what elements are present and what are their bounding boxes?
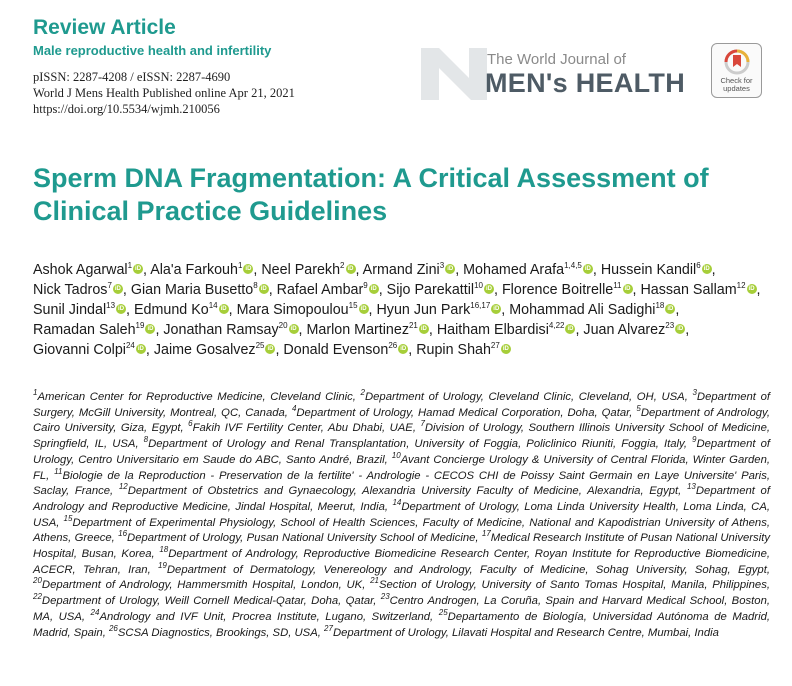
orcid-icon[interactable]: iD <box>420 326 427 332</box>
author-name: Mohammad Ali Sadighi <box>509 302 656 318</box>
article-section: Male reproductive health and infertility <box>33 43 272 58</box>
orcid-icon[interactable]: iD <box>135 266 142 272</box>
orcid-icon[interactable]: iD <box>667 306 674 312</box>
author <box>163 322 298 338</box>
affiliation-text: Section of Urology, University of Santo Tomas Hospital, Manila, Philippines, <box>378 579 770 592</box>
affiliation-number: 5 <box>636 403 641 413</box>
author <box>509 302 675 318</box>
affiliation-number: 10 <box>391 451 401 461</box>
orcid-icon[interactable]: iD <box>220 306 227 312</box>
affiliation-text: Fakih IVF Fertility Center, Abu Dhabi, UAE, <box>192 422 421 435</box>
orcid-icon[interactable]: iD <box>267 346 274 352</box>
author <box>583 322 685 338</box>
affiliation-number: 22 <box>33 592 42 602</box>
orcid-icon[interactable]: iD <box>290 326 297 332</box>
affiliation-number: 27 <box>324 623 333 633</box>
affiliation-text: Andrology and IVF Unit, Procrea Institute, Lugano, Switzerland, <box>99 610 439 623</box>
author-affiliation-number: 4,22 <box>548 321 565 331</box>
orcid-icon[interactable]: iD <box>502 346 509 352</box>
author-affiliation-number: 23 <box>665 321 675 331</box>
author-name: Rupin Shah <box>416 342 491 358</box>
orcid-icon[interactable]: iD <box>400 346 407 352</box>
affiliation-text: Department of Urology, Weill Cornell Medical-Qatar, Doha, Qatar, <box>41 595 381 608</box>
affiliation-text: Division of Urology, Southern Illinois University School of Medicine, Springfield, IL, USA, <box>33 422 770 451</box>
author <box>463 262 593 278</box>
author-name: Jonathan Ramsay <box>163 322 279 338</box>
author <box>33 342 146 358</box>
affiliation-number: 25 <box>438 608 448 618</box>
author <box>376 302 501 318</box>
author-name: Gian Maria Busetto <box>130 282 254 298</box>
author-affiliation-number: 11 <box>613 281 622 291</box>
author <box>134 302 229 318</box>
affiliation-number: 12 <box>118 482 128 492</box>
orcid-icon[interactable]: iD <box>567 326 574 332</box>
orcid-icon[interactable]: iD <box>114 286 121 292</box>
affiliation-text: Department of Experimental Physiology, School of Health Sciences, Faculty of Medicine, National and Kapodistrian University of Athens, Athens, Greece, <box>33 516 770 545</box>
author <box>237 302 369 318</box>
affiliation-number: 17 <box>481 529 491 539</box>
affiliation-number: 8 <box>143 435 149 445</box>
author-affiliation-number: 21 <box>408 321 418 331</box>
author <box>363 262 456 278</box>
author-name: Mara Simopoulou <box>236 302 349 318</box>
author <box>33 322 155 338</box>
affiliation-number: 15 <box>63 513 73 523</box>
publication-line: World J Mens Health Published online Apr 21, 2021 <box>33 86 295 100</box>
affiliation-text: Department of Urology, Pusan National University School of Medicine, <box>127 532 482 545</box>
affiliation-text: Departamento de Biología, Universidad Autónoma de Madrid, Madrid, Spain, <box>33 610 770 639</box>
orcid-icon[interactable]: iD <box>137 346 144 352</box>
author-name: Marlon Martinez <box>306 322 409 338</box>
affiliation-number: 2 <box>360 388 365 398</box>
author <box>33 262 143 278</box>
author-name: Haitham Elbardisi <box>436 322 549 338</box>
publication-info <box>33 69 295 117</box>
author-name: Mohamed Arafa <box>463 262 565 278</box>
author-name: Hussein Kandil <box>600 262 697 278</box>
author-affiliation-number: 2 <box>340 261 345 271</box>
affiliation-number: 7 <box>420 419 425 429</box>
affiliation-text: Department of Surgery, McGill University, Montreal, QC, Canada, <box>33 391 770 419</box>
author-affiliation-number: 9 <box>363 281 368 291</box>
affiliation-number: 13 <box>686 482 696 492</box>
author-name: Hassan Sallam <box>640 282 737 298</box>
author <box>416 342 511 358</box>
author-affiliation-number: 13 <box>106 301 116 311</box>
author-affiliation-number: 15 <box>348 301 358 311</box>
author-name: Armand Zini <box>362 262 440 278</box>
author-affiliation-number: 1,4,5 <box>564 261 582 271</box>
author-affiliation-number: 27 <box>490 341 500 351</box>
author-affiliation-number: 18 <box>655 301 665 311</box>
doi-link[interactable]: https://doi.org/10.5534/wjmh.210056 <box>33 102 220 116</box>
orcid-icon[interactable]: iD <box>347 266 354 272</box>
author-affiliation-number: 19 <box>135 321 145 331</box>
author-affiliation-number: 20 <box>278 321 288 331</box>
affiliation-number: 23 <box>380 592 390 602</box>
orcid-icon[interactable]: iD <box>748 286 755 292</box>
badge-line-2: updates <box>723 84 750 93</box>
author-name: Nick Tadros <box>33 282 108 298</box>
affiliation-number: 24 <box>90 608 100 618</box>
author <box>33 282 123 298</box>
author-affiliation-number: 14 <box>208 301 218 311</box>
affiliation-number: 11 <box>54 466 63 476</box>
affiliation-text: Centro Androgen, La Coruña, Spain and Harvard Medical School, Boston, MA, USA, <box>33 595 770 623</box>
check-for-updates-icon <box>724 49 750 75</box>
orcid-icon[interactable]: iD <box>360 306 367 312</box>
affiliation-text: Department of Urology, Loma Linda University Health, Loma Linda, CA, USA, <box>33 500 770 529</box>
affiliation-text: Biologie de la Reproduction - Preservation de la fertilite' - Andrologie - CECOS CHI de Poissy Saint Germain en Laye Universite' Paris, Saclay, France, <box>33 469 770 498</box>
author-name: Sijo Parekattil <box>386 282 475 298</box>
article-header <box>33 15 295 117</box>
orcid-icon[interactable]: iD <box>447 266 454 272</box>
affiliation-number: 26 <box>108 623 118 633</box>
author-affiliation-number: 1 <box>127 261 133 271</box>
badge-line-1: Check for <box>720 76 753 85</box>
author-affiliation-number: 3 <box>439 261 445 271</box>
author-affiliation-number: 25 <box>255 341 265 351</box>
orcid-icon[interactable]: iD <box>584 266 591 272</box>
affiliation-text: Department of Andrology, Cairo University, Giza, Egypt, <box>33 406 770 435</box>
author-name: Donald Evenson <box>283 342 389 358</box>
article-title: Sperm DNA Fragmentation: A Critical Assessment of Clinical Practice Guidelines <box>33 163 709 226</box>
affiliation-text: Department of Urology, Lilavati Hospital and Research Centre, Mumbai, India <box>332 626 719 639</box>
orcid-icon[interactable]: iD <box>245 266 252 272</box>
affiliation-number: 19 <box>157 560 167 570</box>
author-name: Ala'a Farkouh <box>150 262 238 278</box>
author <box>502 282 633 298</box>
orcid-icon[interactable]: iD <box>677 326 684 332</box>
author-name: Juan Alvarez <box>583 322 666 338</box>
author-name: Sunil Jindal <box>33 302 107 318</box>
affiliation-text: Department of Urology, Hamad Medical Corporation, Doha, Qatar, <box>296 406 637 419</box>
author-affiliation-number: 8 <box>253 281 258 291</box>
author <box>601 262 712 278</box>
orcid-icon[interactable]: iD <box>118 306 125 312</box>
author-name: Jaime Gosalvez <box>153 342 256 358</box>
affiliation-text: Medical Research Institute of Pusan National University Hospital, Busan, Korea, <box>33 532 770 561</box>
author <box>150 262 253 278</box>
affiliation-number: 14 <box>392 498 402 508</box>
author <box>131 282 269 298</box>
affiliations <box>33 390 770 641</box>
author <box>154 342 276 358</box>
orcid-icon[interactable]: iD <box>493 306 500 312</box>
author-affiliation-number: 1 <box>237 261 243 271</box>
author <box>33 302 126 318</box>
affiliation-text: Department of Andrology, Hammersmith Hospital, London, UK, <box>41 579 371 592</box>
affiliation-number: 9 <box>692 435 697 445</box>
article-type: Review Article <box>33 16 176 39</box>
author-name: Ramadan Saleh <box>33 322 136 338</box>
orcid-icon[interactable]: iD <box>147 326 154 332</box>
badge-text <box>712 77 761 93</box>
affiliation-text: SCSA Diagnostics, Brookings, SD, USA, <box>117 626 325 639</box>
affiliation-text: Department of Obstetrics and Gynaecology, Alexandria University Faculty of Medicine, Alexandria, Egypt, <box>127 485 687 498</box>
journal-name: MEN's HEALTH <box>485 68 686 98</box>
journal-logo-mark <box>421 48 487 100</box>
author <box>387 282 494 298</box>
affiliation-text: Avant Concierge Urology & University of Central Florida, Winter Garden, FL, <box>33 453 771 482</box>
author-affiliation-number: 6 <box>696 261 701 271</box>
affiliation-number: 3 <box>692 388 697 398</box>
affiliation-text: Department of Urology, Centro Universitario em Saude do ABC, Santo André, Brazil, <box>33 438 770 466</box>
journal-prefix: The World Journal of <box>487 51 626 68</box>
affiliation-number: 16 <box>118 529 128 539</box>
author-name: Edmund Ko <box>133 302 209 318</box>
author-name: Ashok Agarwal <box>33 262 128 278</box>
orcid-icon[interactable]: iD <box>370 286 377 292</box>
orcid-icon[interactable]: iD <box>703 266 710 272</box>
author <box>283 342 408 358</box>
author-affiliation-number: 10 <box>474 281 483 291</box>
author-list: Ashok Agarwal$^1$ iD , Ala'a Farkouh$^1$ iD , Neel Parekh$^2$ iD , Armand Zini$^3$ iD , Mohamed Arafa$^{1,4,5}$ iD , Hussein Kandil$^6$ iD , Nick Tadros$^7$ iD , Gian Maria Busetto$^8$ iD , Rafael Ambar$^9$ iD , Sijo Parekattil$^{10}$ iD , Florence Boitrelle$^{11}$ iD , Hassan Sallam$^{12}$ iD , Sunil Jindal$^{13}$ iD , Edmund Ko$^{14}$ iD , Mara Simopoulou$^{15}$ iD , Hyun Jun Park$^{16,17}$ iD , Mohammad Ali Sadighi$^{18}$ iD , Ramadan Saleh$^{19}$ iD , Jonathan Ramsay$^{20}$ iD , Marlon Martinez$^{21}$ iD , Haitham Elbardisi$^{4,22}$ iD , Juan Alvarez$^{23}$ iD , Giovanni Colpi$^{24}$ iD , Jaime Gosalvez$^{25}$ iD , Donald Evenson$^{26}$ iD , Rupin Shah$^{27}$ iD <box>33 261 761 358</box>
issn-line: pISSN: 2287-4208 / eISSN: 2287-4690 <box>33 70 231 84</box>
author-name: Florence Boitrelle <box>501 282 614 298</box>
author <box>640 282 756 298</box>
affiliation-text: Department of Urology, Cleveland Clinic, Cleveland, OH, USA, <box>364 391 693 403</box>
author <box>277 282 379 298</box>
author-affiliation-number: 16,17 <box>470 301 491 311</box>
affiliation-text: Department of Andrology, Reproductive Biomedicine Research Center, Royan Institute for Reproductive Biomedicine, ACECR, Tehran, Iran, <box>33 548 771 576</box>
affiliation-number: 6 <box>188 419 193 429</box>
author-affiliation-number: 12 <box>736 281 746 291</box>
affiliation-number: 1 <box>33 388 38 398</box>
affiliation-text: Department of Urology and Renal Transplantation, University of Foggia, Policlinico Riuniti, Foggia, Italy, <box>148 438 693 451</box>
orcid-icon[interactable]: iD <box>260 286 267 292</box>
affiliation-text: Department of Dermatology, Venereology and Andrology, Faculty of Medicine, Sohag University, Sohag, Egypt, <box>166 563 770 576</box>
author-affiliation-number: 7 <box>107 281 112 291</box>
orcid-icon[interactable]: iD <box>624 286 631 292</box>
author <box>261 262 355 278</box>
author-name: Giovanni Colpi <box>33 342 126 358</box>
affiliation-number: 20 <box>33 576 42 586</box>
orcid-icon[interactable]: iD <box>486 286 492 292</box>
affiliation-text: Department of Andrology and Reproductive Medicine, Jindal Hospital, Meerut, India, <box>33 485 770 513</box>
author <box>437 322 576 338</box>
journal-logo <box>421 42 701 108</box>
affiliation-number: 21 <box>370 576 379 586</box>
author-name: Rafael Ambar <box>276 282 364 298</box>
affiliation-number: 4 <box>291 403 297 413</box>
affiliation-number: 18 <box>159 545 169 555</box>
check-for-updates-badge[interactable] <box>711 43 762 98</box>
affiliation-text: American Center for Reproductive Medicine, Cleveland Clinic, <box>37 391 361 403</box>
author <box>306 322 428 338</box>
author-affiliation-number: 24 <box>125 341 135 351</box>
author-name: Hyun Jun Park <box>376 302 471 318</box>
author-name: Neel Parekh <box>261 262 341 278</box>
author-affiliation-number: 26 <box>388 341 398 351</box>
